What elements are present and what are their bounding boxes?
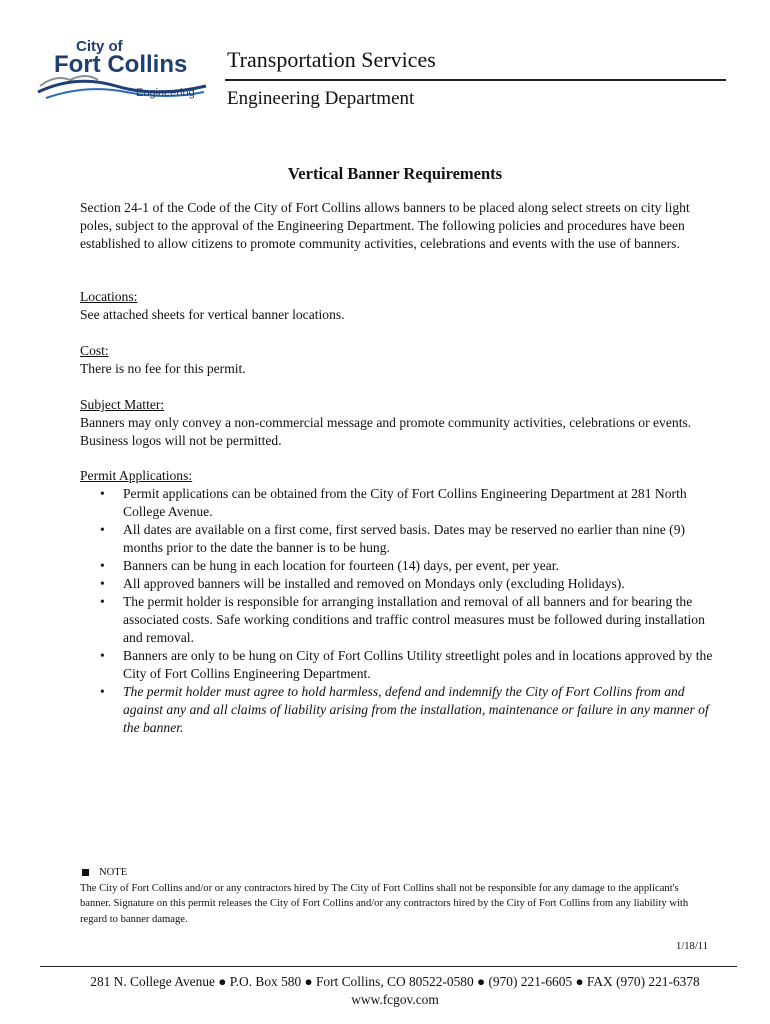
header-subtitle: Engineering Department xyxy=(227,88,415,109)
intro-paragraph: Section 24-1 of the Code of the City of Fort Collins allows banners to be placed along select streets on city light poles, subject to the approval of the Engineering Department. The following policies and procedures have been established to allow citizens to promote community activities, celebrations and events with the use of banners. xyxy=(80,200,690,251)
header-title: Transportation Services xyxy=(227,47,436,72)
logo-engineering: Engineering xyxy=(136,87,195,99)
footer-address: 281 N. College Avenue ● P.O. Box 580 ● Fort Collins, CO 80522-0580 ● (970) 221-6605 ● FAX (970) 221-6378 xyxy=(90,974,700,989)
subject-matter-text: Banners may only convey a non-commercial message and promote community activities, celebrations or events. Business logos will not be permitted. xyxy=(80,415,692,448)
permit-bullet-list xyxy=(80,485,720,737)
logo-fort-collins: Fort Collins xyxy=(54,51,188,78)
note-label: NOTE xyxy=(99,867,128,878)
cost-section xyxy=(80,342,720,378)
square-bullet-icon xyxy=(82,869,89,876)
locations-text: See attached sheets for vertical banner locations. xyxy=(80,307,345,322)
list-item: • All dates are available on a first come, first served basis. Dates may be reserved no earlier than nine (9) months prior to the date the banner is to be hung. xyxy=(100,522,686,555)
list-item: • All approved banners will be installed and removed on Mondays only (excluding Holidays). xyxy=(100,576,625,591)
permit-applications-heading: Permit Applications: xyxy=(80,468,193,483)
city-of-fort-collins-logo xyxy=(36,34,212,104)
note-block xyxy=(80,865,708,927)
logo-city-of: City of xyxy=(76,38,123,55)
document-title: Vertical Banner Requirements xyxy=(287,164,503,183)
list-item: • Banners can be hung in each location for fourteen (14) days, per event, per year. xyxy=(100,558,559,573)
locations-heading: Locations: xyxy=(80,289,138,304)
document-date: 1/18/11 xyxy=(676,941,708,952)
locations-section xyxy=(80,288,720,324)
header-divider xyxy=(225,79,726,81)
list-item: • The permit holder must agree to hold harmless, defend and indemnify the City of Fort Collins from and against any and all claims of liability arising from the installation, maintenance or failure in any manner of the banner. xyxy=(100,684,709,735)
cost-heading: Cost: xyxy=(80,343,109,358)
permit-applications-section xyxy=(80,467,720,737)
list-item: • Permit applications can be obtained from the City of Fort Collins Engineering Department at 281 North College Avenue. xyxy=(100,486,687,519)
subject-matter-section xyxy=(80,396,720,450)
list-item: • The permit holder is responsible for arranging installation and removal of all banners and for bearing the associated costs. Safe working conditions and traffic control measures must be followed during installation and removal. xyxy=(100,594,705,645)
list-item: • Banners are only to be hung on City of Fort Collins Utility streetlight poles and in locations approved by the City of Fort Collins Engineering Department. xyxy=(100,648,713,681)
footer-website: www.fcgov.com xyxy=(351,992,439,1007)
note-text: The City of Fort Collins and/or or any contractors hired by The City of Fort Collins shall not be responsible for any damage to the applicant's banner. Signature on this permit releases the City of Fort Collins and/or any contractors hired by the City of Fort Collins from any liability with regard to banner damage. xyxy=(80,882,689,925)
footer-divider xyxy=(40,966,737,967)
cost-text: There is no fee for this permit. xyxy=(80,361,246,376)
subject-matter-heading: Subject Matter: xyxy=(80,397,165,412)
